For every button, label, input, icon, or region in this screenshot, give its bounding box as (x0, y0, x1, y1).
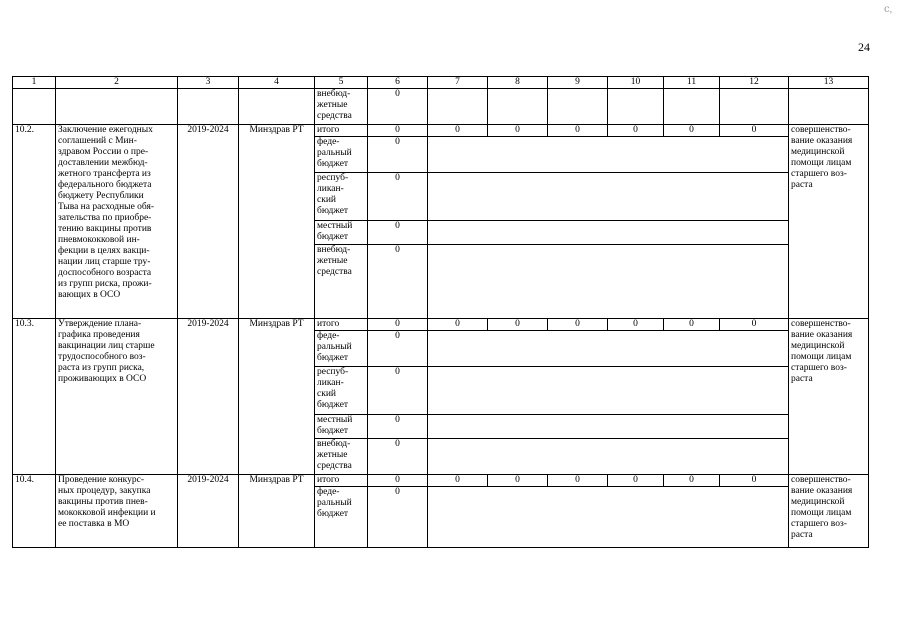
page-number: 24 (858, 40, 870, 54)
activity-period: 2019-2024 (178, 319, 239, 475)
column-number: 4 (239, 77, 315, 89)
value-cell: 0 (368, 487, 428, 548)
column-number: 13 (789, 77, 869, 89)
funding-source-cell: феде- ральный бюджет (315, 331, 368, 367)
column-number: 11 (664, 77, 720, 89)
activity-total-row (13, 319, 869, 331)
value-cell: 0 (368, 89, 428, 125)
column-number: 6 (368, 77, 428, 89)
corner-scan-mark: ⅽ, (884, 4, 893, 15)
activity-period: 2019-2024 (178, 475, 239, 548)
funding-source-cell: местный бюджет (315, 415, 368, 439)
expected-result: совершенство- вание оказания медицинской помощи лицам старшего воз- раста (789, 319, 869, 475)
value-cell: 0 (368, 475, 428, 487)
funding-source-cell: респуб- ликан- ский бюджет (315, 367, 368, 415)
value-cell: 0 (368, 221, 428, 245)
column-number: 3 (178, 77, 239, 89)
activity-description: Утверждение плана- графика проведения вакцинации лиц старше трудоспособного воз- раста из групп риска, проживающих в ОСО (56, 319, 178, 475)
value-cell: 0 (368, 173, 428, 221)
funding-source-cell: местный бюджет (315, 221, 368, 245)
continuation-row (13, 89, 869, 125)
activity-total-row (13, 125, 869, 137)
activity-number: 10.4. (13, 475, 56, 548)
value-cell: 0 (548, 125, 608, 137)
value-cell: 0 (368, 245, 428, 319)
value-cell: 0 (548, 475, 608, 487)
value-cell: 0 (608, 475, 664, 487)
funding-source-cell: феде- ральный бюджет (315, 487, 368, 548)
column-number: 2 (56, 77, 178, 89)
column-number: 10 (608, 77, 664, 89)
activity-executor: Минздрав РТ (239, 125, 315, 319)
value-cell: 0 (428, 475, 488, 487)
column-number: 9 (548, 77, 608, 89)
funding-source-cell: итого (315, 319, 368, 331)
value-cell: 0 (368, 319, 428, 331)
funding-source-cell: итого (315, 475, 368, 487)
value-cell: 0 (720, 475, 789, 487)
column-number: 8 (488, 77, 548, 89)
program-activities-table (12, 76, 869, 548)
column-number: 12 (720, 77, 789, 89)
value-cell: 0 (488, 475, 548, 487)
value-cell: 0 (368, 331, 428, 367)
value-cell: 0 (368, 137, 428, 173)
value-cell: 0 (428, 319, 488, 331)
value-cell: 0 (368, 125, 428, 137)
funding-source-cell: внебюд- жетные средства (315, 439, 368, 475)
funding-source-cell: респуб- ликан- ский бюджет (315, 173, 368, 221)
value-cell: 0 (664, 475, 720, 487)
value-cell: 0 (664, 319, 720, 331)
column-number: 7 (428, 77, 488, 89)
value-cell: 0 (664, 125, 720, 137)
activity-total-row (13, 475, 869, 487)
value-cell: 0 (488, 319, 548, 331)
activity-number: 10.3. (13, 319, 56, 475)
column-number: 1 (13, 77, 56, 89)
funding-source-cell: внебюд- жетные средства (315, 245, 368, 319)
value-cell: 0 (720, 319, 789, 331)
value-cell: 0 (608, 125, 664, 137)
activity-period: 2019-2024 (178, 125, 239, 319)
value-cell: 0 (608, 319, 664, 331)
value-cell: 0 (548, 319, 608, 331)
funding-source-cell: феде- ральный бюджет (315, 137, 368, 173)
expected-result: совершенство- вание оказания медицинской помощи лицам старшего воз- раста (789, 475, 869, 548)
value-cell: 0 (720, 125, 789, 137)
value-cell: 0 (368, 367, 428, 415)
activity-executor: Минздрав РТ (239, 475, 315, 548)
activity-description: Заключение ежегодных соглашений с Мин- здравом России о пре- доставлении межбюд- жетного трансферта из федерального бюджета бюджету Республики Тыва на расходные обя- зательства по приобре- тению вакцины против пневмококковой ин- фекции в целях вакци- нации лиц старше тру- доспособного возраста из групп риска, прожи- вающих в ОСО (56, 125, 178, 319)
value-cell: 0 (368, 439, 428, 475)
expected-result: совершенство- вание оказания медицинской помощи лицам старшего воз- раста (789, 125, 869, 319)
value-cell: 0 (368, 415, 428, 439)
column-number-row (13, 77, 869, 89)
activity-description: Проведение конкурс- ных процедур, закупка вакцины против пнев- мококковой инфекции и ее поставка в МО (56, 475, 178, 548)
column-number: 5 (315, 77, 368, 89)
value-cell: 0 (428, 125, 488, 137)
value-cell: 0 (488, 125, 548, 137)
activity-number: 10.2. (13, 125, 56, 319)
funding-source-cell: итого (315, 125, 368, 137)
activity-executor: Минздрав РТ (239, 319, 315, 475)
funding-source-cell: внебюд- жетные средства (315, 89, 368, 125)
